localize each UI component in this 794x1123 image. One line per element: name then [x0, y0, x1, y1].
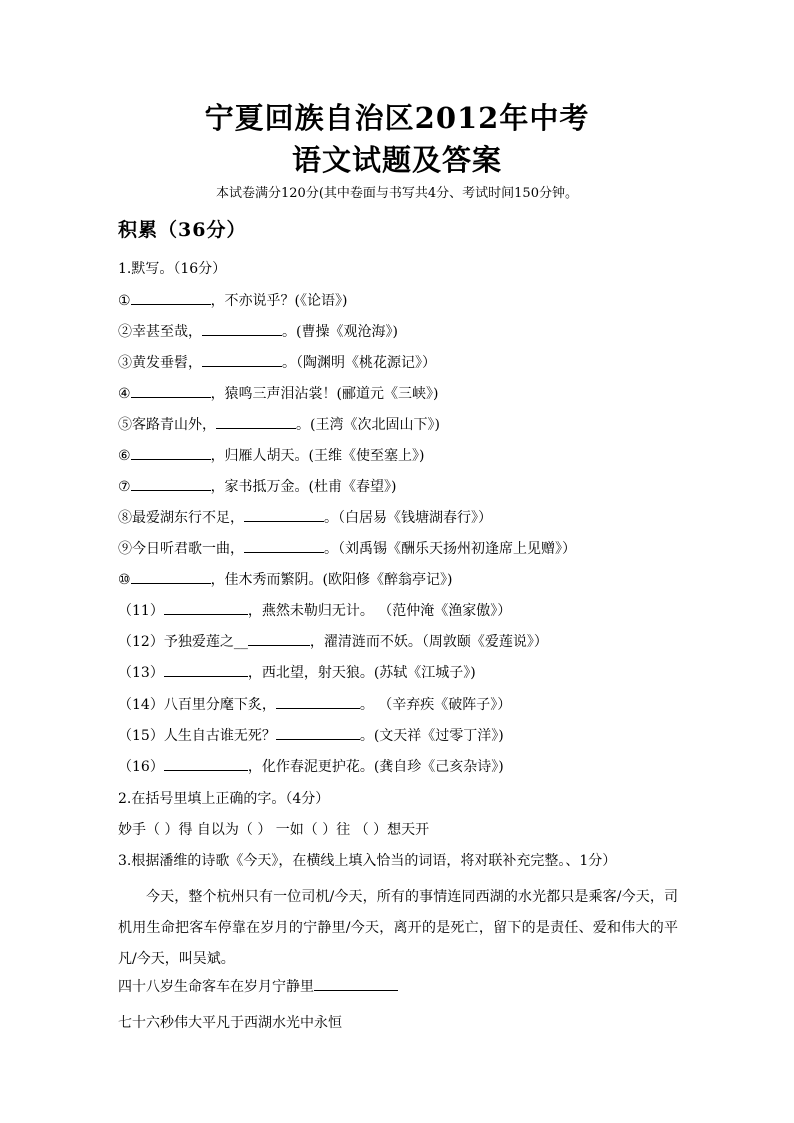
item-prefix: （15）人生自古谁无死？: [118, 728, 276, 744]
q1-item-14: [118, 694, 678, 715]
answer-blank[interactable]: [164, 662, 248, 677]
q1-item-15: [118, 725, 678, 746]
answer-blank[interactable]: [314, 976, 398, 991]
q1-item-11: [118, 600, 678, 621]
doc-title-line1: 宁夏回族自治区2012年中考: [204, 101, 590, 135]
answer-blank[interactable]: [131, 445, 211, 460]
q1-item-12: [118, 631, 678, 652]
answer-blank[interactable]: [216, 414, 296, 429]
item-text: 。（刘禹锡《酬乐天扬州初逢席上见赠》）: [324, 541, 576, 557]
q1-item-10: [118, 569, 678, 590]
q1-item-7: [118, 476, 678, 497]
item-prefix: ②幸甚至哉，: [118, 324, 202, 340]
item-text: 。(曹操《观沧海》): [282, 324, 398, 340]
item-prefix: ⑩: [118, 572, 131, 588]
item-text: ，佳木秀而繁阴。(欧阳修《醉翁亭记》): [210, 572, 453, 588]
answer-blank[interactable]: [164, 756, 248, 771]
item-text: 。（陶渊明《桃花源记》）: [282, 355, 436, 371]
q1-item-5: [118, 414, 678, 435]
q1-item-2: [118, 321, 678, 342]
item-prefix: ④: [118, 386, 131, 402]
q1-item-8: [118, 507, 678, 528]
q1-item-4: [118, 383, 678, 404]
item-text: ，不亦说乎？(《论语》): [210, 293, 348, 309]
section-heading: 积累（36分）: [118, 219, 247, 241]
item-prefix: ⑧最爱湖东行不足，: [118, 510, 244, 526]
answer-blank[interactable]: [202, 352, 282, 367]
answer-blank[interactable]: [202, 321, 282, 336]
answer-blank[interactable]: [244, 507, 324, 522]
item-prefix: ⑤客路青山外，: [118, 417, 216, 433]
answer-blank[interactable]: [164, 600, 248, 615]
item-text: ，猿鸣三声泪沾裳！(郦道元《三峡》): [210, 386, 439, 402]
item-prefix: ③黄发垂髫，: [118, 355, 202, 371]
answer-blank[interactable]: [131, 476, 211, 491]
item-text: 。(文天祥《过零丁洋》): [359, 728, 504, 744]
item-text: ，化作春泥更护花。(龚自珍《己亥杂诗》): [247, 759, 504, 775]
item-prefix: ①: [118, 293, 131, 309]
item-text: ，西北望，射天狼。(苏轼《江城子》): [247, 665, 476, 681]
item-prefix: （14）八百里分麾下炙，: [118, 697, 276, 713]
answer-blank[interactable]: [131, 383, 211, 398]
answer-blank[interactable]: [276, 694, 360, 709]
item-prefix: ⑦: [118, 479, 131, 495]
q1-label: 1.默写。（16分）: [118, 261, 227, 277]
item-prefix: （13）: [118, 665, 164, 681]
item-prefix: （11）: [118, 603, 164, 619]
item-text: ，家书抵万金。(杜甫《春望》): [210, 479, 397, 495]
q1-item-16: [118, 756, 678, 777]
couplet-text: 四十八岁生命客车在岁月宁静里: [118, 979, 314, 995]
q1-item-3: [118, 352, 678, 373]
item-text: 。(王湾《次北固山下》): [296, 417, 440, 433]
q1-item-6: [118, 445, 678, 466]
answer-blank[interactable]: [244, 538, 324, 553]
answer-blank[interactable]: [131, 290, 211, 305]
q1-item-9: [118, 538, 678, 559]
item-prefix: ⑨今日听君歌一曲，: [118, 541, 244, 557]
item-text: ，归雁人胡天。(王维《使至塞上》): [210, 448, 425, 464]
q1-item-1: [118, 290, 678, 311]
q2-label: 2.在括号里填上正确的字。（4分）: [118, 791, 330, 807]
answer-blank[interactable]: [248, 631, 310, 646]
item-prefix: （16）: [118, 759, 164, 775]
item-text: 。 （辛弃疾《破阵子》）: [359, 697, 512, 713]
item-text: ，濯清涟而不妖。（周敦颐《爱莲说》）: [309, 634, 548, 650]
q3-label: 3.根据潘维的诗歌《今天》，在横线上填入恰当的词语，将对联补充完整。、1分）: [118, 853, 617, 869]
exam-note: 本试卷满分120分(其中卷面与书写共4分、考试时间150分钟。: [216, 186, 578, 201]
q2-content: 妙手（ ）得 自以为（ ） 一如（ ）往 （ ）想天开: [118, 822, 430, 838]
item-text: 。（白居易《钱塘湖春行》）: [324, 510, 492, 526]
item-prefix: （12）予独爱莲之__: [118, 634, 248, 650]
q3-poem: 今天，整个杭州只有一位司机/今天，所有的事情连同西湖的水光都只是乘客/今天，司机用生命把客车停靠在岁月的宁静里/今天，离开的是死亡，留下的是责任、爱和伟大的平凡/今天，叫吴斌。: [118, 889, 678, 967]
q1-item-13: [118, 662, 678, 683]
item-text: ，燕然未勒归无计。 （范仲淹《渔家傲》）: [247, 603, 512, 619]
item-prefix: ⑥: [118, 448, 131, 464]
answer-blank[interactable]: [276, 725, 360, 740]
answer-blank[interactable]: [131, 569, 211, 584]
q3-couplet-line2: 七十六秒伟大平凡于西湖水光中永恒: [118, 1015, 342, 1031]
doc-title-line2: 语文试题及答案: [291, 143, 502, 177]
q3-couplet-line1: [118, 976, 678, 997]
